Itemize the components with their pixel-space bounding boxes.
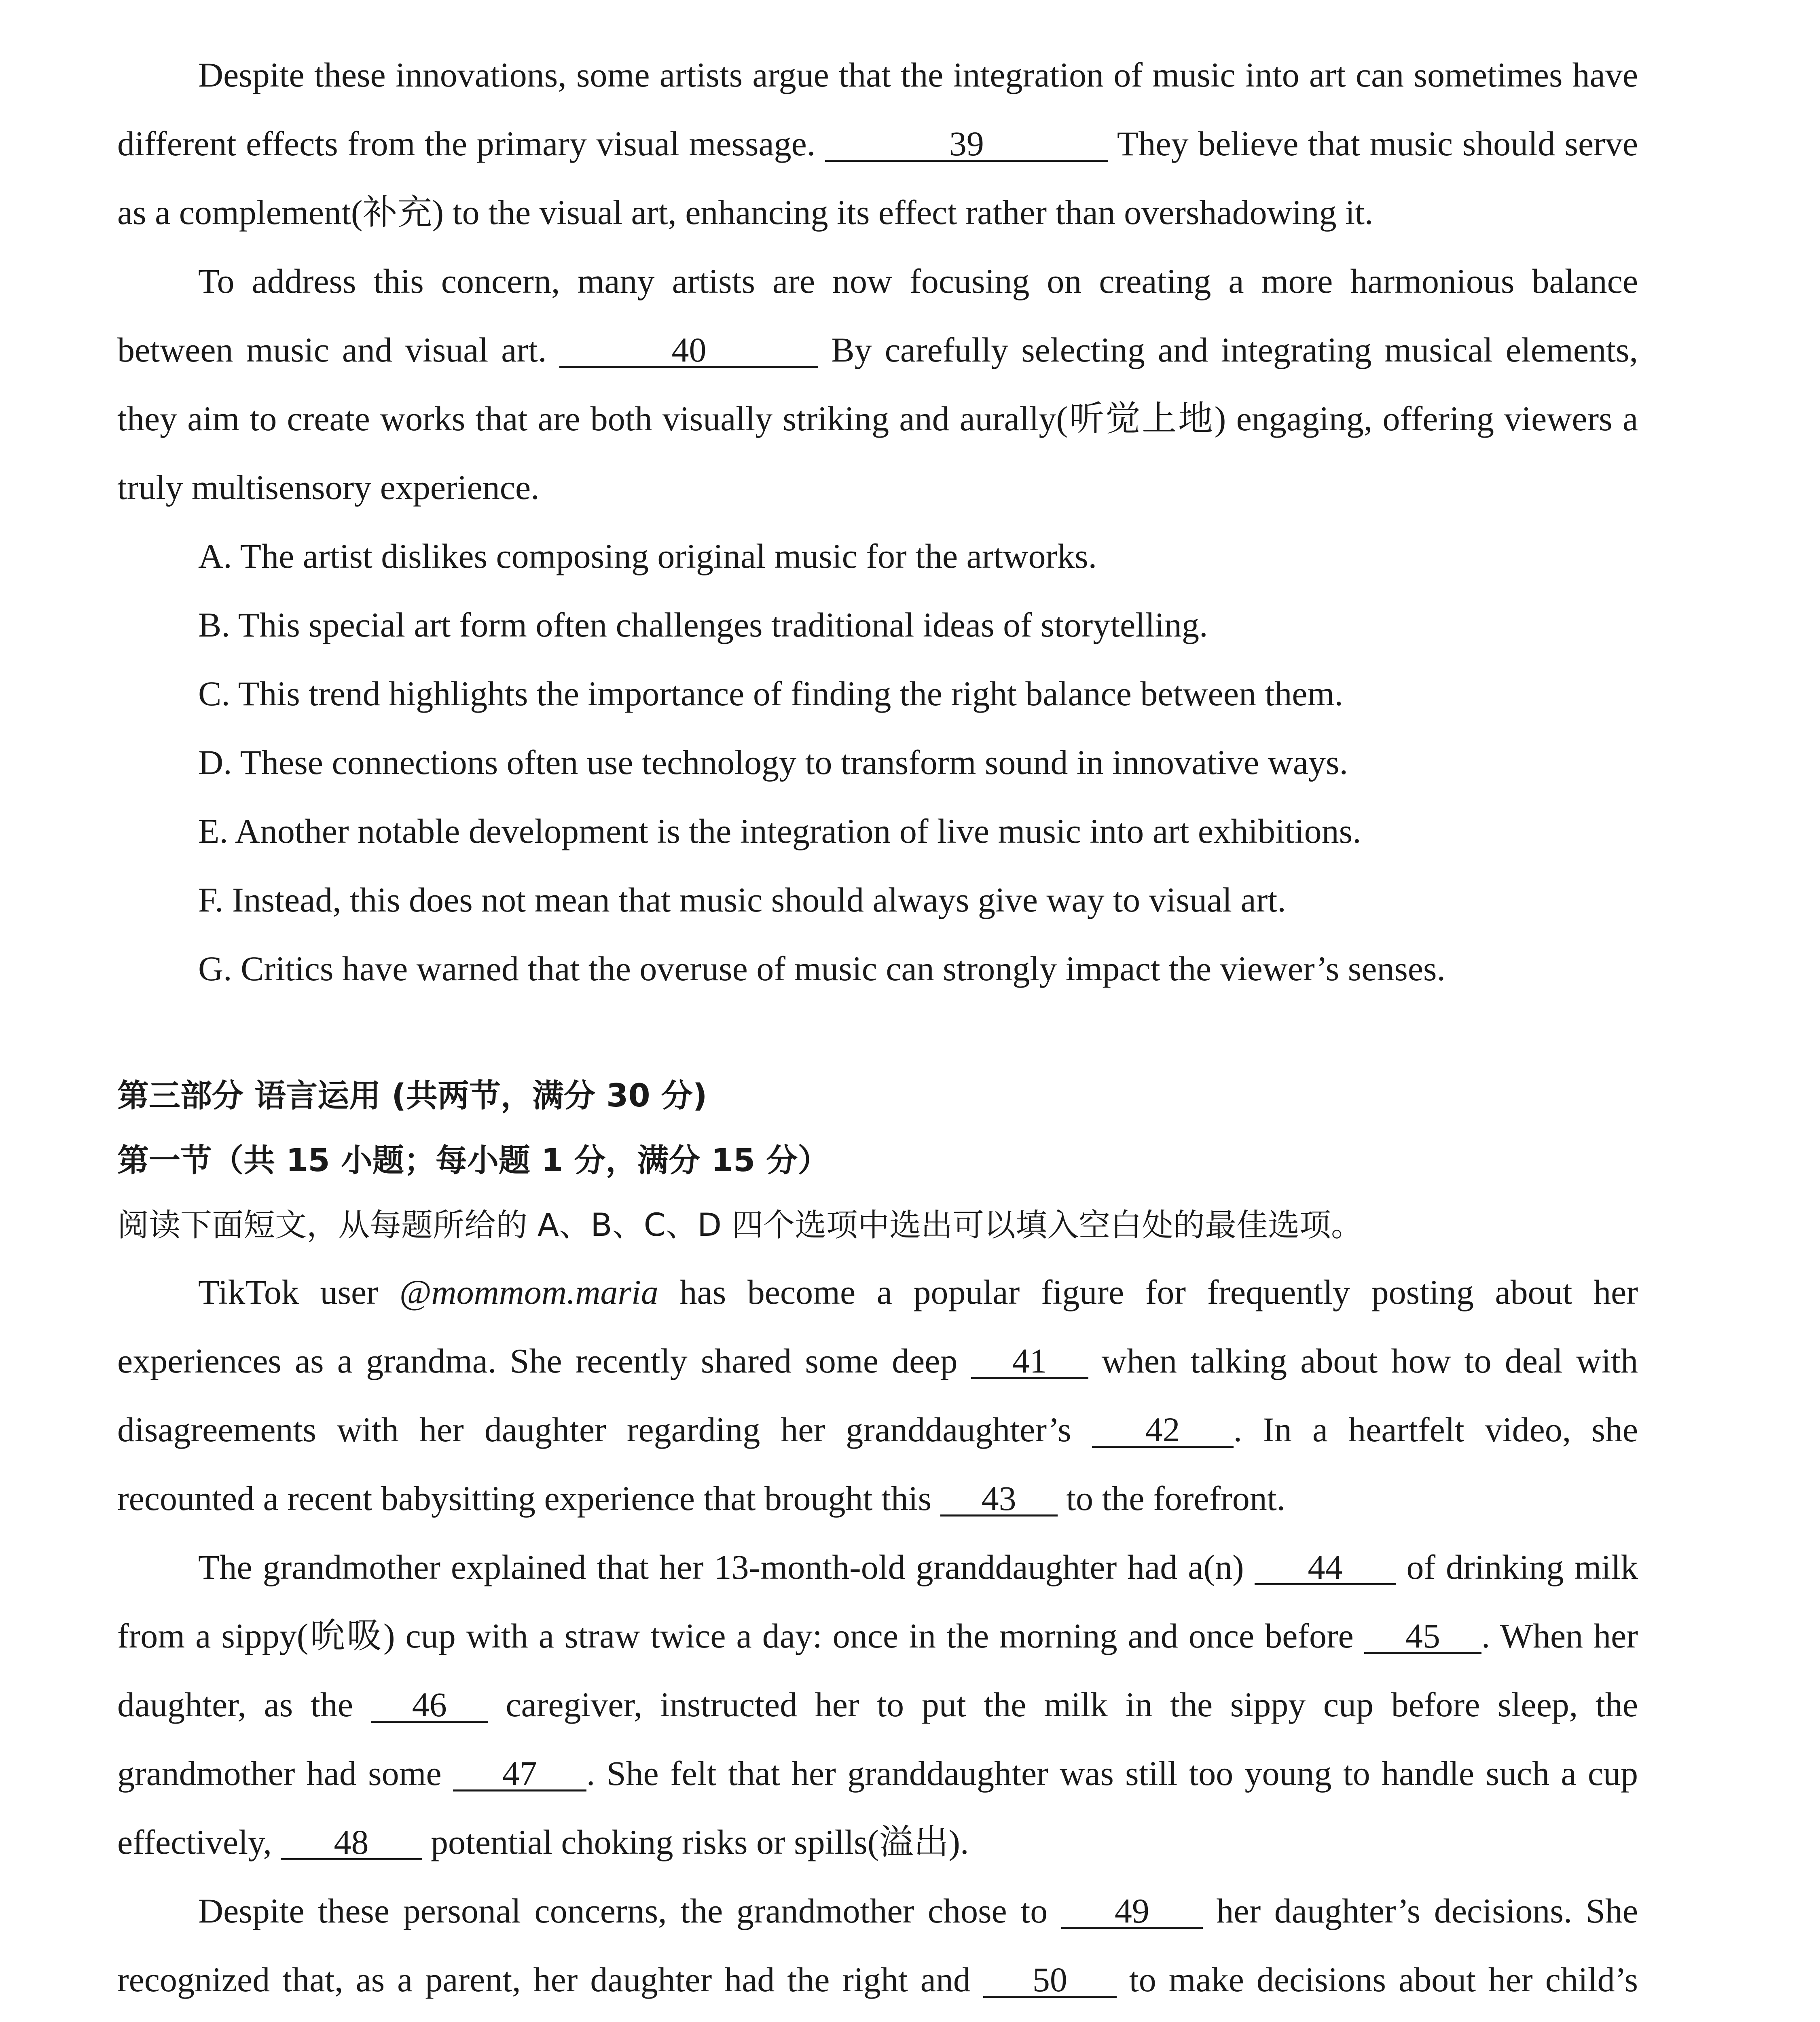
blank-44: 44: [1255, 1551, 1396, 1585]
part-title: 第三部分 语言运用 (共两节，满分 30 分): [117, 1078, 707, 1114]
text: Despite these innovations, some artists argue that the integration of music into art can sometimes have different effects from the primary visual message.: [117, 55, 1638, 163]
text: To address this concern, many artists are now focusing on creating a more harmonious balance between music and visual art.: [117, 262, 1638, 369]
text: of drinking milk from a sippy(吮吸) cup with a straw twice a day: once in the morning and once before: [117, 1548, 1638, 1655]
text: By carefully selecting and integrating musical elements, they aim to create works that are both visually striking and aurally(听觉上地) engaging, offering viewers a truly multisensory experience.: [117, 330, 1638, 507]
text: when talking about how to deal with disagreements with her daughter regarding her granddaughter’s: [117, 1341, 1638, 1449]
text: her daughter’s decisions. She recognized that, as a parent, her daughter had the right and: [117, 1891, 1638, 1999]
text: . She felt that her granddaughter was still too young to handle such a cup effectively,: [117, 1754, 1638, 1861]
section-title: 第一节（共 15 小题；每小题 1 分，满分 15 分）: [117, 1142, 830, 1179]
blank-50: 50: [983, 1963, 1117, 1998]
blank-40: 40: [559, 334, 818, 368]
text: Despite these personal concerns, the grandmother chose to: [198, 1891, 1061, 1930]
blank-41: 41: [971, 1345, 1088, 1379]
blank-47: 47: [453, 1757, 586, 1791]
blank-42: 42: [1092, 1413, 1234, 1448]
text: TikTok user: [198, 1273, 400, 1311]
text: The grandmother explained that her 13-month-old granddaughter had a(n): [198, 1548, 1255, 1586]
text: to make decisions about her child’s: [1129, 1960, 1638, 1999]
tiktok-handle: @mommom.maria: [399, 1273, 658, 1311]
blank-48: 48: [281, 1826, 422, 1860]
blank-49: 49: [1061, 1895, 1203, 1929]
blank-39: 39: [825, 127, 1108, 162]
option-f: F. Instead, this does not mean that music should always give way to visual art.: [198, 880, 1286, 919]
document-page: [117, 40, 1638, 2022]
text: to the forefront.: [1057, 1479, 1286, 1518]
cloze-paragraph-1: [117, 1258, 1638, 1533]
spacer: [117, 1003, 1638, 1064]
text: . In a heartfelt video, she recounted a recent babysitting experience that brought this: [117, 1410, 1638, 1518]
blank-46: 46: [371, 1688, 488, 1723]
option-a: A. The artist dislikes composing original music for the artworks.: [198, 537, 1097, 575]
option-b: B. This special art form often challenges traditional ideas of storytelling.: [198, 605, 1208, 644]
option-g: G. Critics have warned that the overuse of music can strongly impact the viewer’s senses.: [198, 949, 1445, 988]
option-c: C. This trend highlights the importance of finding the right balance between them.: [198, 674, 1343, 713]
text: . When her daughter, as the: [117, 1616, 1638, 1724]
cloze-paragraph-2: [117, 1533, 1638, 1876]
text: potential choking risks or spills(溢出).: [422, 1823, 969, 1861]
text: They believe that music should serve as a complement(补充) to the visual art, enhancing its effect rather than overshadowing it.: [117, 124, 1638, 232]
passage-paragraph-40: [117, 247, 1638, 522]
cloze-paragraph-3: [117, 1876, 1638, 2022]
text: caregiver, instructed her to put the milk in the sippy cup before sleep, the grandmother had some: [117, 1685, 1638, 1793]
blank-43: 43: [940, 1482, 1058, 1516]
option-d: D. These connections often use technology to transform sound in innovative ways.: [198, 743, 1348, 782]
option-e: E. Another notable development is the integration of live music into art exhibitions.: [198, 812, 1361, 850]
text: has become a popular figure for frequently posting about her experiences as a grandma. She recently shared some deep: [117, 1273, 1638, 1380]
passage-paragraph-39: [117, 40, 1638, 247]
instruction: 阅读下面短文，从每题所给的 A、B、C、D 四个选项中选出可以填入空白处的最佳选项。: [117, 1207, 1363, 1244]
blank-45: 45: [1364, 1620, 1481, 1654]
